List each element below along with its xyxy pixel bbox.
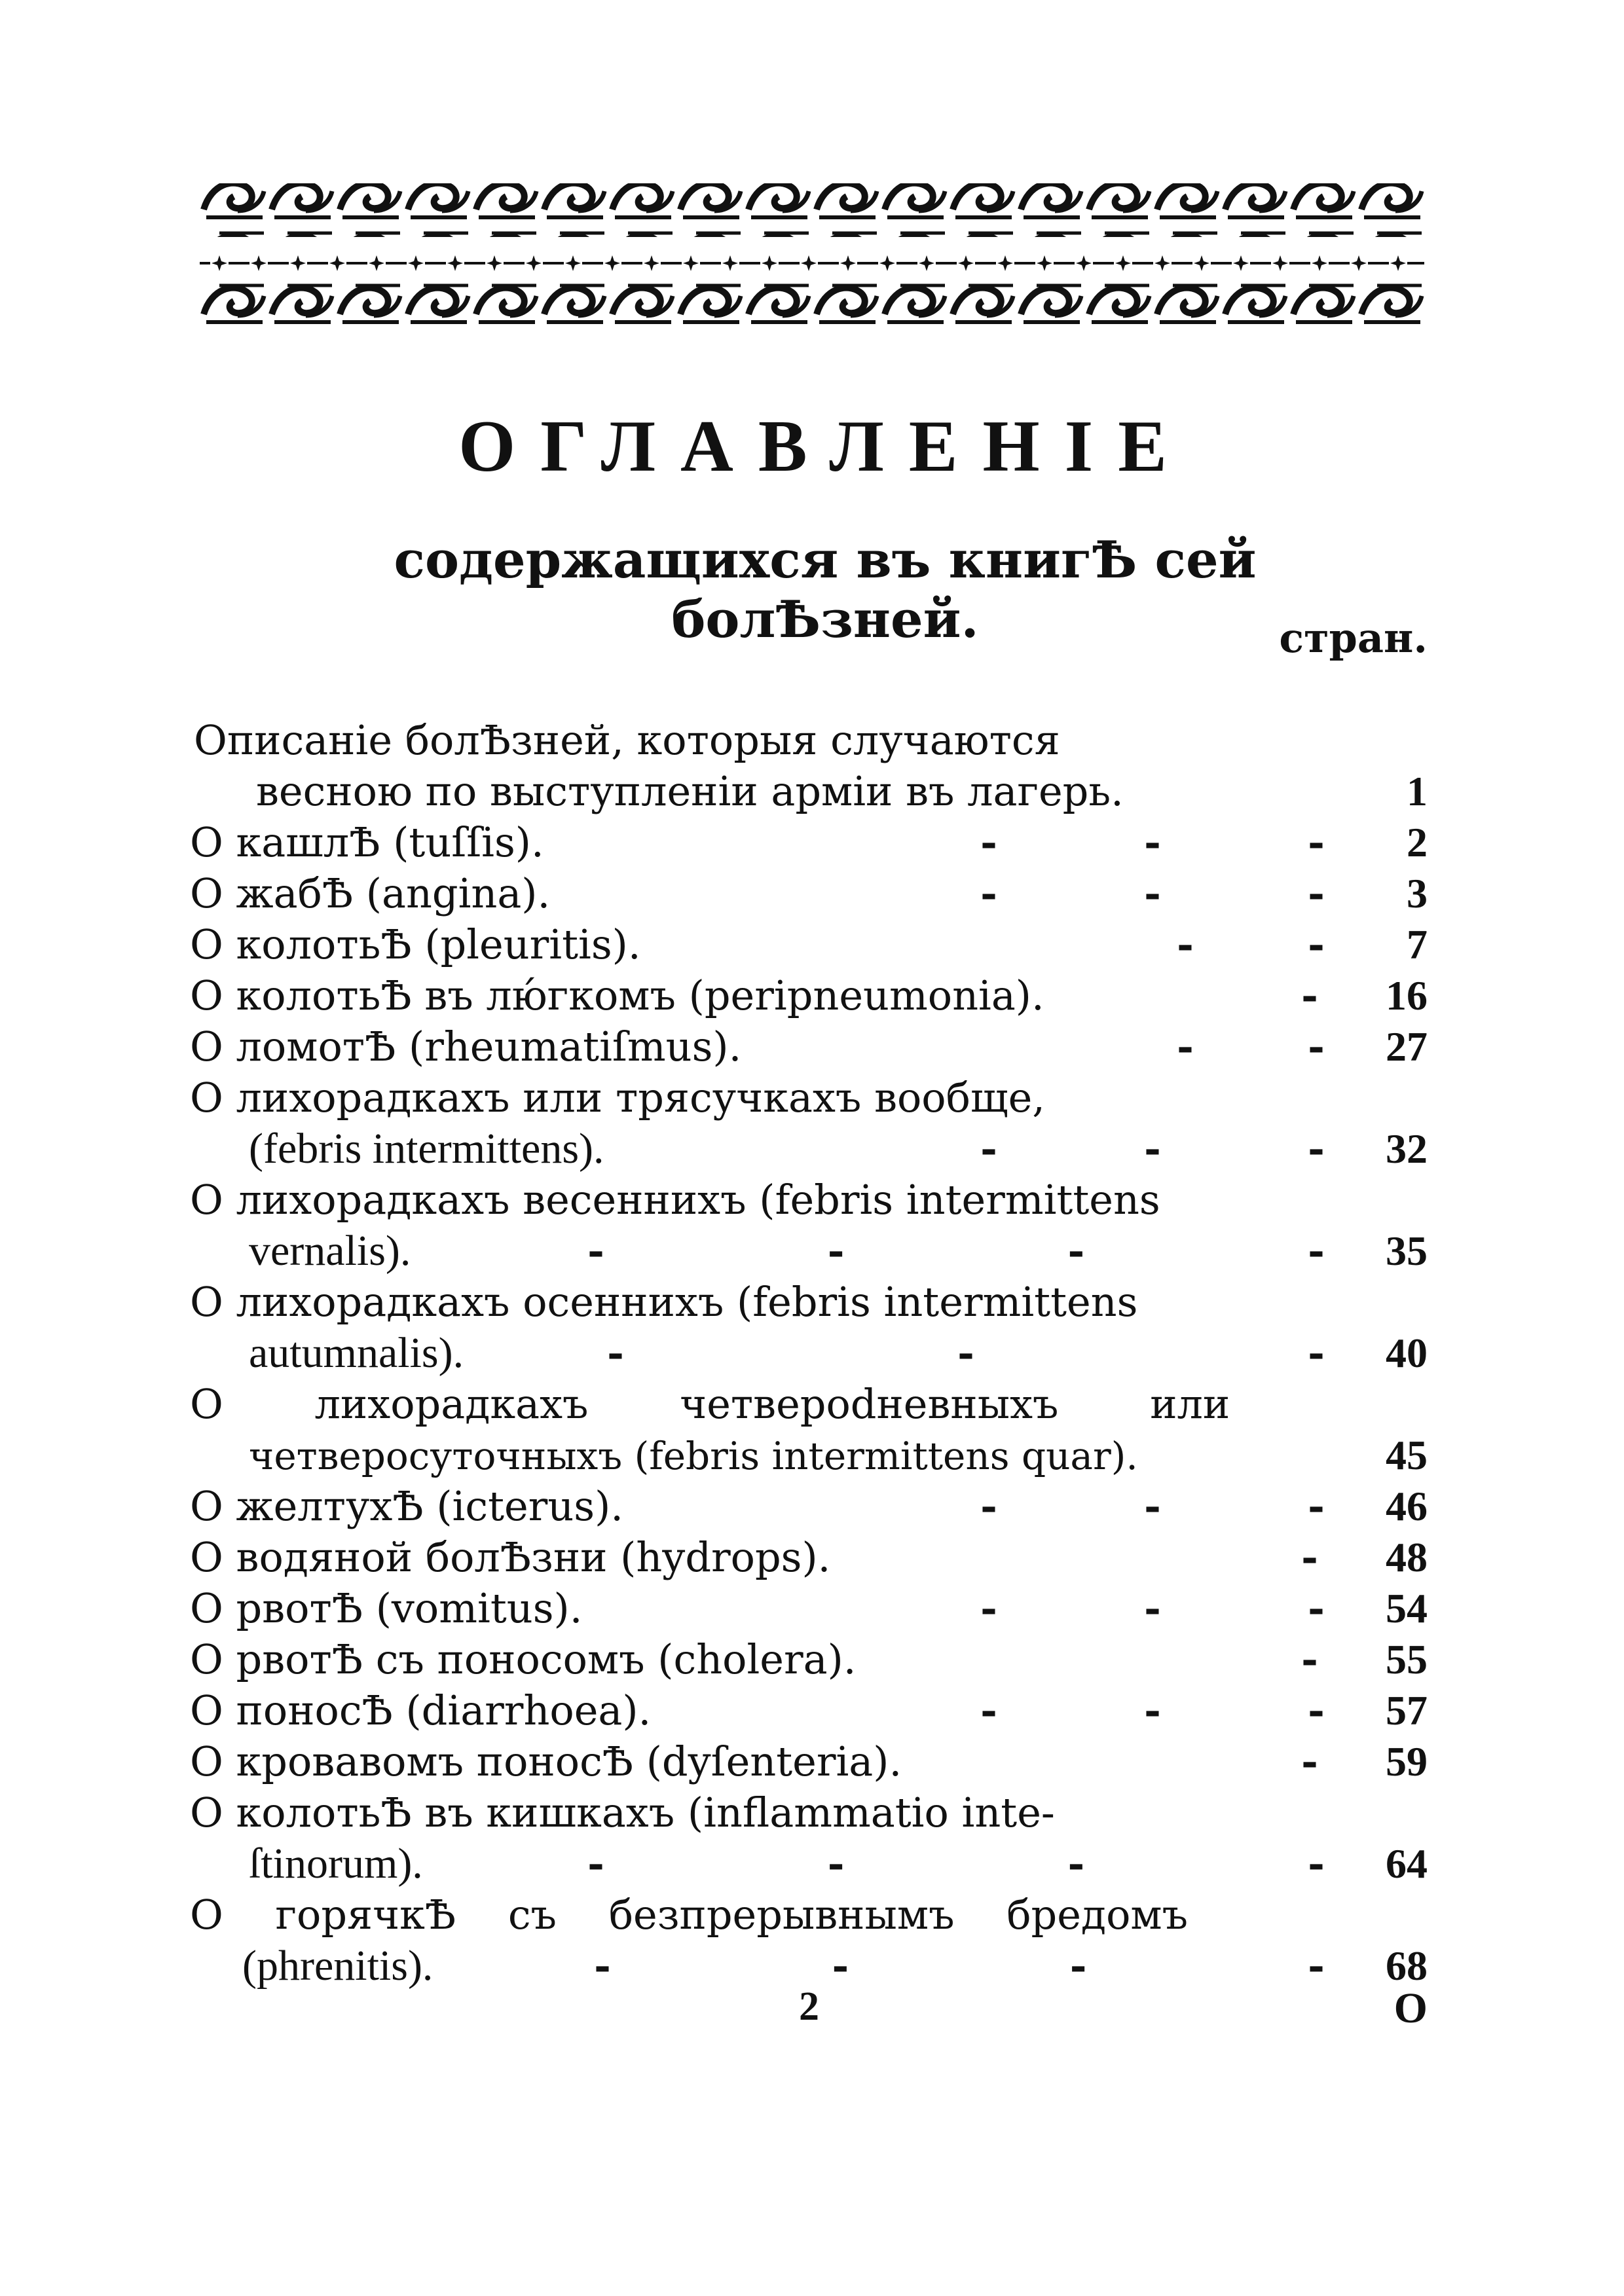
leader-dashes: - - - [980,869,1325,917]
leader-dashes: - - [1177,1023,1325,1070]
table-of-contents [190,715,1428,1992]
toc-entry [190,1787,1428,1889]
leader-dashes: - [1301,1533,1318,1581]
toc-entry-text: четверосуточныхъ (febris intermittens quar). [249,1434,1138,1478]
toc-entry [190,1736,1428,1787]
toc-page-number: 40 [1386,1330,1428,1376]
toc-entry [194,715,1428,817]
toc-entry [190,1277,1428,1379]
ornament-pattern [200,172,1424,347]
leader-dashes: - - - [980,1584,1325,1632]
toc-entry [190,1481,1428,1532]
toc-entry-text: vernalis). [249,1227,411,1275]
toc-page-number: 46 [1386,1483,1428,1529]
toc-entry-text: ſtinorum). [249,1840,423,1887]
page-title: ОГЛАВЛЕНІЕ [458,406,1192,487]
toc-entry-text: О колотьѢ въ кишкахъ (inflammatio inte- [190,1789,1055,1836]
toc-entry-text: О поносѢ (diarrhoea). [190,1686,652,1734]
toc-page-number: 32 [1386,1125,1428,1172]
toc-entry-text: О ломотѢ (rheumatiſmus). [190,1023,742,1070]
toc-entry-text: (phrenitis). [242,1942,434,1990]
leader-dashes: - [1301,972,1318,1019]
toc-page-number: 7 [1407,921,1428,968]
toc-page-number: 27 [1386,1023,1428,1070]
toc-entry-text: О колотьѢ въ лю́гкомъ (peripneumonia). [190,972,1044,1019]
toc-page-number: 54 [1386,1585,1428,1631]
toc-page-number: 35 [1386,1228,1428,1274]
toc-page-number: 48 [1386,1534,1428,1580]
toc-page-number: 1 [1407,768,1428,814]
ornamental-header-band [200,172,1424,347]
toc-entry [190,1634,1428,1685]
toc-entry [190,1175,1428,1277]
leader-dashes: - - - [980,1686,1325,1734]
toc-entry-text: О горячкѢ съ безпрерывнымъ бредомъ [190,1891,1189,1939]
leader-dashes: - - - [980,1125,1325,1173]
toc-entry [190,868,1428,919]
leader-dashes: - - - - [587,1227,1325,1275]
leader-dashes: - - - - [594,1942,1325,1990]
toc-entry-text: Описаніе болѢзней, которыя случаются [194,716,1060,764]
toc-entry [190,919,1428,970]
signature-mark: 2 [799,1984,819,2029]
toc-page-number: 57 [1386,1687,1428,1734]
toc-entry-text: О желтухѢ (icterus). [190,1482,623,1530]
toc-page-number: 59 [1386,1738,1428,1785]
toc-entry [190,1685,1428,1736]
toc-entry-text: О водяной болѢзни (hydrops). [190,1533,831,1581]
toc-entry-text: О кровавомъ поносѢ (dyſenteria). [190,1738,902,1785]
leader-dashes: - - - - [587,1840,1325,1887]
toc-page-number: 55 [1386,1636,1428,1683]
toc-page-number: 2 [1407,819,1428,866]
toc-entry [190,1379,1428,1481]
toc-entry [190,1583,1428,1634]
toc-page-number: 45 [1386,1432,1428,1478]
toc-entry-text: О лихорадкахъ осеннихъ (febris intermittens [190,1278,1138,1326]
toc-entry-text: (febris intermittens). [249,1125,604,1173]
toc-page-number: 3 [1407,870,1428,917]
toc-entry [190,1532,1428,1583]
toc-page-number: 16 [1386,972,1428,1019]
toc-page-number: 64 [1386,1840,1428,1887]
toc-entry [190,1889,1428,1992]
toc-entry-text: весною по выступленіи арміи въ лагерь. [256,767,1124,815]
leader-dashes: - - [1177,920,1325,968]
catchword: О [1393,1984,1428,2032]
toc-entry-text: О колотьѢ (pleuritis). [190,920,641,968]
toc-entry-text: О лихорадкахъ четвероdневныхъ или [190,1380,1230,1428]
leader-dashes: - [1301,1738,1318,1785]
leader-dashes: - - - [607,1329,1325,1377]
toc-entry [190,1072,1428,1175]
toc-entry-text: autumnalis). [249,1329,464,1377]
leader-dashes: - - - [980,818,1325,866]
toc-page-number: 68 [1386,1942,1428,1989]
leader-dashes: - [1301,1635,1318,1683]
page-subtitle: содержащихся въ книгѢ сей болѢзней. [394,530,1257,649]
toc-entry-text: О жабѢ (angina). [190,869,551,917]
leader-dashes: - - - [980,1482,1325,1530]
toc-entry [190,817,1428,868]
toc-entry-text: О рвотѢ (vomitus). [190,1584,583,1632]
toc-entry [190,970,1428,1021]
toc-entry [190,1021,1428,1072]
toc-entry-text: О лихорадкахъ весеннихъ (febris intermittens [190,1176,1160,1224]
toc-entry-text: О кашлѢ (tuſſis). [190,818,544,866]
page-column-heading: стран. [1279,614,1428,662]
toc-entry-text: О лихорадкахъ или трясучкахъ вообще, [190,1074,1045,1121]
toc-entry-text: О рвотѢ съ поносомъ (cholera). [190,1635,857,1683]
